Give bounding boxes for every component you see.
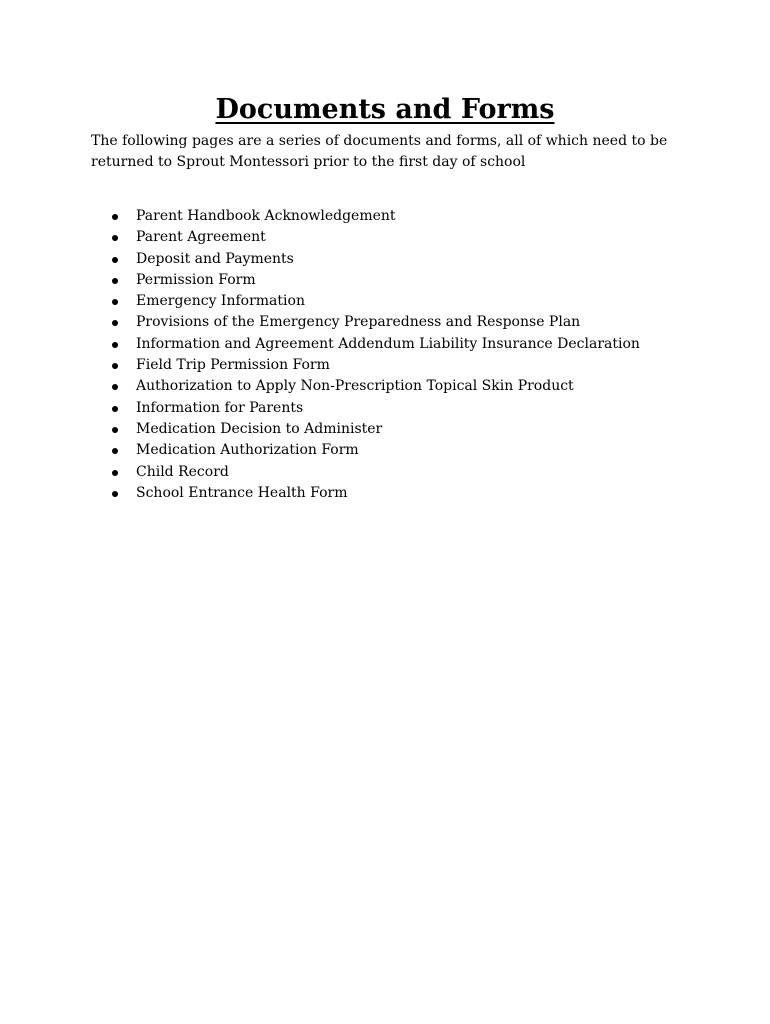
- bullet-icon: [112, 257, 118, 263]
- bullet-icon: [112, 384, 118, 390]
- list-item-label: Authorization to Apply Non-Prescription Topical Skin Product: [136, 378, 574, 395]
- bullet-icon: [112, 427, 118, 433]
- bullet-icon: [112, 320, 118, 326]
- bullet-icon: [112, 214, 118, 220]
- bullet-icon: [112, 491, 118, 497]
- list-item-label: Information and Agreement Addendum Liability Insurance Declaration: [136, 335, 640, 352]
- list-item-label: Information for Parents: [136, 399, 304, 416]
- bullet-icon: [112, 363, 118, 369]
- list-item-label: Field Trip Permission Form: [136, 357, 330, 374]
- list-item-label: Emergency Information: [136, 293, 305, 310]
- list-item-label: Parent Agreement: [136, 229, 266, 246]
- bullet-icon: [112, 278, 118, 284]
- bullet-icon: [112, 406, 118, 412]
- bullet-icon: [112, 470, 118, 476]
- list-item-label: Medication Authorization Form: [136, 442, 359, 459]
- list-item-label: Deposit and Payments: [136, 250, 294, 267]
- list-item-label: Provisions of the Emergency Preparedness and Response Plan: [136, 314, 581, 331]
- list-item-label: Child Record: [136, 463, 229, 480]
- bullet-icon: [112, 342, 118, 348]
- bullet-icon: [112, 235, 118, 241]
- list-item-label: Parent Handbook Acknowledgement: [136, 208, 396, 224]
- list-item-label: Permission Form: [136, 271, 256, 288]
- page-title: Documents and Forms: [215, 94, 555, 125]
- list-item-label: Medication Decision to Administer: [136, 420, 383, 437]
- intro-paragraph: The following pages are a series of documents and forms, all of which need to be returned to Sprout Montessori prior to the first day of school: [91, 133, 668, 170]
- list-item-label: School Entrance Health Form: [136, 484, 348, 501]
- bullet-icon: [112, 299, 118, 305]
- bullet-icon: [112, 448, 118, 454]
